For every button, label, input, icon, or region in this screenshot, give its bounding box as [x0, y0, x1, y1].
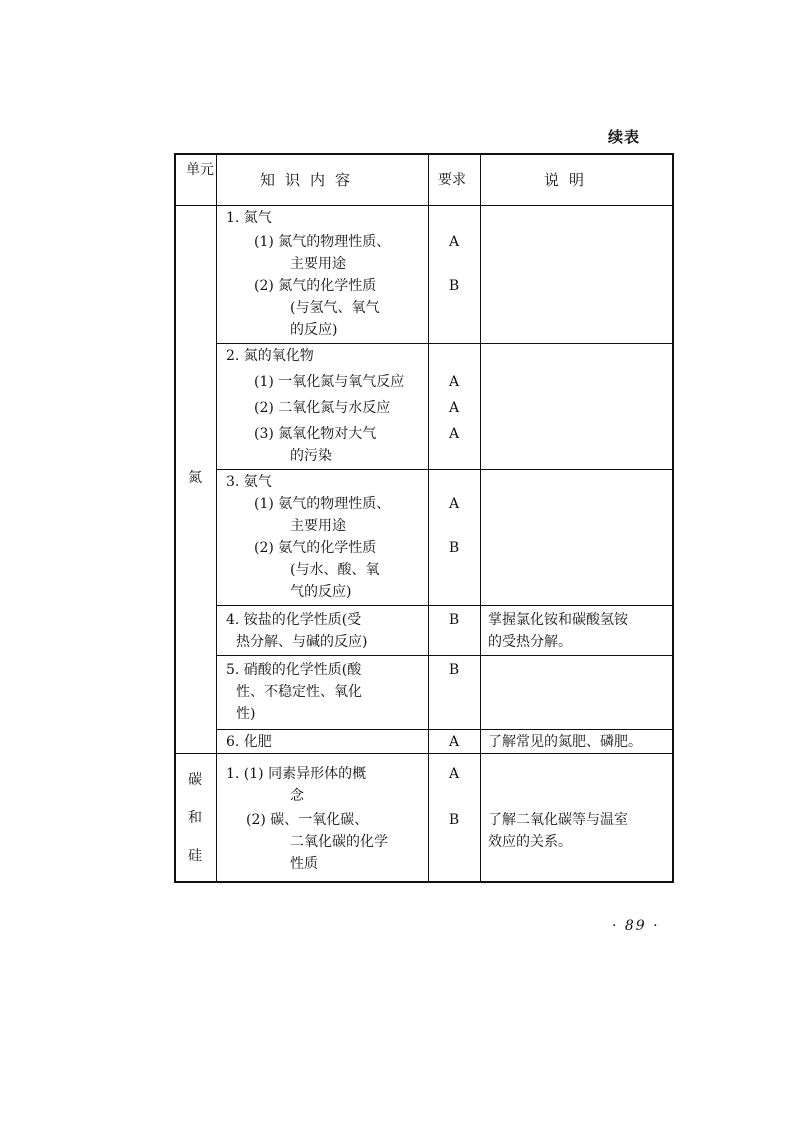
row-divider — [216, 469, 674, 470]
group-title: 1. 氮气 — [226, 210, 272, 226]
unit-nitrogen: 氮 — [188, 470, 202, 486]
note-line: 效应的关系。 — [488, 834, 572, 850]
item-line: (2) 氨气的化学性质 — [254, 540, 377, 556]
table-border-bottom — [174, 881, 674, 883]
item-line: (2) 氮气的化学性质 — [254, 278, 377, 294]
item-line: (2) 碳、一氧化碳、 — [246, 812, 369, 828]
page-number: · 89 · — [612, 918, 660, 934]
table-border-top — [174, 153, 674, 155]
requirement-value: B — [448, 612, 460, 628]
item-line: 1. (1) 同素异形体的概 — [226, 766, 367, 782]
item-line: 热分解、与碱的反应) — [236, 634, 368, 650]
requirement-value: B — [448, 812, 460, 828]
requirement-value: A — [448, 234, 460, 250]
requirement-value: A — [448, 374, 460, 390]
note-line: 的受热分解。 — [488, 634, 572, 650]
item-line: (3) 氮氧化物对大气 — [254, 426, 377, 442]
row-divider — [216, 605, 674, 606]
item-line: 4. 铵盐的化学性质(受 — [226, 612, 362, 628]
item-line: 性) — [236, 706, 256, 722]
note-line: 了解常见的氮肥、磷肥。 — [488, 734, 642, 750]
unit-and: 和 — [188, 810, 202, 826]
header-note: 说明 — [544, 171, 595, 189]
requirement-value: A — [448, 734, 460, 750]
item-line: (1) 一氧化氮与氧气反应 — [254, 374, 405, 390]
note-line: 掌握氯化铵和碳酸氢铵 — [488, 612, 628, 628]
item-line: 的污染 — [290, 448, 332, 464]
row-divider — [216, 729, 674, 730]
group-title: 2. 氮的氧化物 — [226, 348, 314, 364]
row-divider — [216, 655, 674, 656]
item-line: 主要用途 — [290, 256, 346, 272]
requirement-value: B — [448, 662, 460, 678]
requirement-value: A — [448, 766, 460, 782]
table-border-right — [672, 153, 674, 883]
item-line: (与水、酸、氧 — [290, 562, 380, 578]
table-border-left — [174, 153, 176, 883]
col-divider-req — [480, 153, 481, 883]
col-divider-unit — [216, 153, 217, 883]
group-title: 3. 氨气 — [226, 474, 272, 490]
item-line: 6. 化肥 — [226, 734, 272, 750]
item-line: 5. 硝酸的化学性质(酸 — [226, 662, 362, 678]
row-divider-unit — [174, 753, 674, 754]
requirement-value: A — [448, 400, 460, 416]
item-line: 气的反应) — [290, 584, 352, 600]
item-line: 二氧化碳的化学 — [290, 834, 388, 850]
item-line: (2) 二氧化氮与水反应 — [254, 400, 391, 416]
requirement-value: A — [448, 496, 460, 512]
header-requirement: 要求 — [438, 172, 466, 188]
item-line: (与氢气、氧气 — [290, 300, 380, 316]
requirement-value: A — [448, 426, 460, 442]
item-line: 的反应) — [290, 322, 338, 338]
requirement-value: B — [448, 278, 460, 294]
header-unit: 单元 — [186, 162, 214, 178]
unit-silicon: 硅 — [188, 848, 202, 864]
curriculum-table — [174, 153, 674, 883]
item-line: 主要用途 — [290, 518, 346, 534]
row-divider — [216, 343, 674, 344]
row-divider-header — [174, 205, 674, 206]
item-line: (1) 氨气的物理性质、 — [254, 496, 391, 512]
item-line: 性、不稳定性、氧化 — [236, 684, 362, 700]
item-line: (1) 氮气的物理性质、 — [254, 234, 391, 250]
note-line: 了解二氧化碳等与温室 — [488, 812, 628, 828]
item-line: 性质 — [290, 856, 318, 872]
header-content: 知识内容 — [260, 171, 361, 189]
caption-continued-table: 续表 — [608, 128, 641, 146]
unit-carbon: 碳 — [188, 772, 202, 788]
requirement-value: B — [448, 540, 460, 556]
item-line: 念 — [290, 788, 304, 804]
